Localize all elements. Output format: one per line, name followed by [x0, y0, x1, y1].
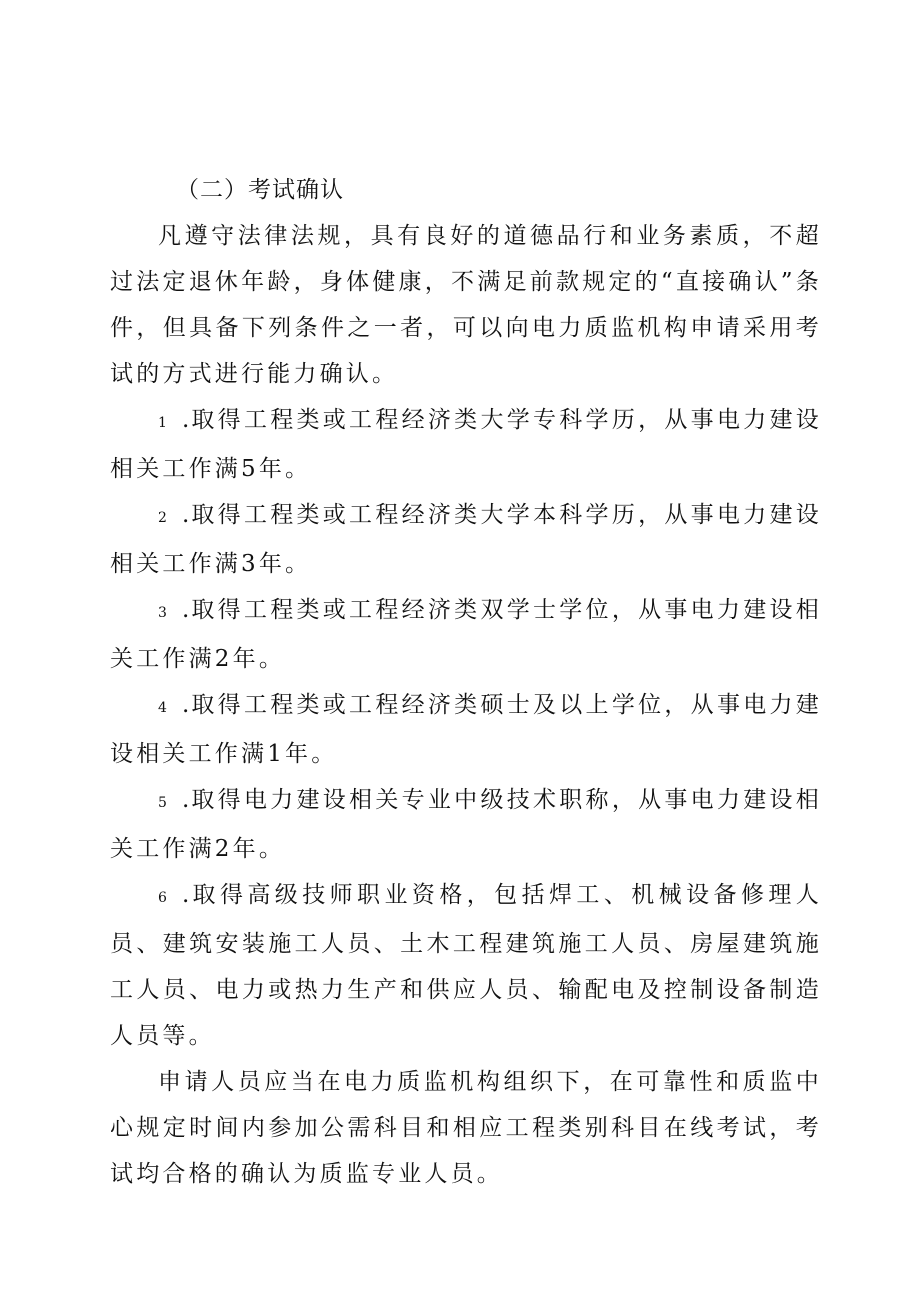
item-separator: . [182, 787, 192, 813]
item-number: 3 [158, 605, 167, 621]
item-number: 6 [158, 890, 167, 906]
document-body [110, 167, 822, 1197]
list-item [110, 872, 822, 1059]
item-text: 取得工程类或工程经济类双学士学位，从事电力建设相关工作满2年。 [110, 597, 822, 672]
list-item [110, 397, 822, 492]
item-number: 5 [158, 795, 167, 811]
list-item [110, 587, 822, 682]
item-text: 取得工程类或工程经济类硕士及以上学位，从事电力建设相关工作满1年。 [110, 692, 822, 767]
list-item [110, 492, 822, 587]
item-separator: . [182, 502, 192, 528]
item-number: 2 [158, 510, 167, 526]
closing-paragraph: 申请人员应当在电力质监机构组织下，在可靠性和质监中心规定时间内参加公需科目和相应工程类别科目在线考试，考试均合格的确认为质监专业人员。 [110, 1069, 822, 1187]
item-text: 取得工程类或工程经济类大学专科学历，从事电力建设相关工作满5年。 [110, 407, 822, 482]
list-item [110, 777, 822, 872]
section-heading: （二）考试确认 [176, 177, 344, 203]
item-text: 取得电力建设相关专业中级技术职称，从事电力建设相关工作满2年。 [110, 787, 822, 862]
item-separator: . [182, 692, 192, 718]
item-text: 取得高级技师职业资格，包括焊工、机械设备修理人员、建筑安装施工人员、土木工程建筑施工人员、房屋建筑施工人员、电力或热力生产和供应人员、输配电及控制设备制造人员等。 [110, 882, 822, 1049]
intro-paragraph: 凡遵守法律法规，具有良好的道德品行和业务素质，不超过法定退休年龄，身体健康，不满足前款规定的“直接确认”条件，但具备下列条件之一者，可以向电力质监机构申请采用考试的方式进行能力确认。 [110, 223, 822, 387]
item-number: 4 [158, 700, 167, 716]
item-separator: . [182, 882, 192, 908]
item-separator: . [182, 597, 192, 623]
item-text: 取得工程类或工程经济类大学本科学历，从事电力建设相关工作满3年。 [110, 502, 822, 577]
item-number: 1 [158, 415, 167, 431]
item-separator: . [182, 407, 192, 433]
list-item [110, 682, 822, 777]
